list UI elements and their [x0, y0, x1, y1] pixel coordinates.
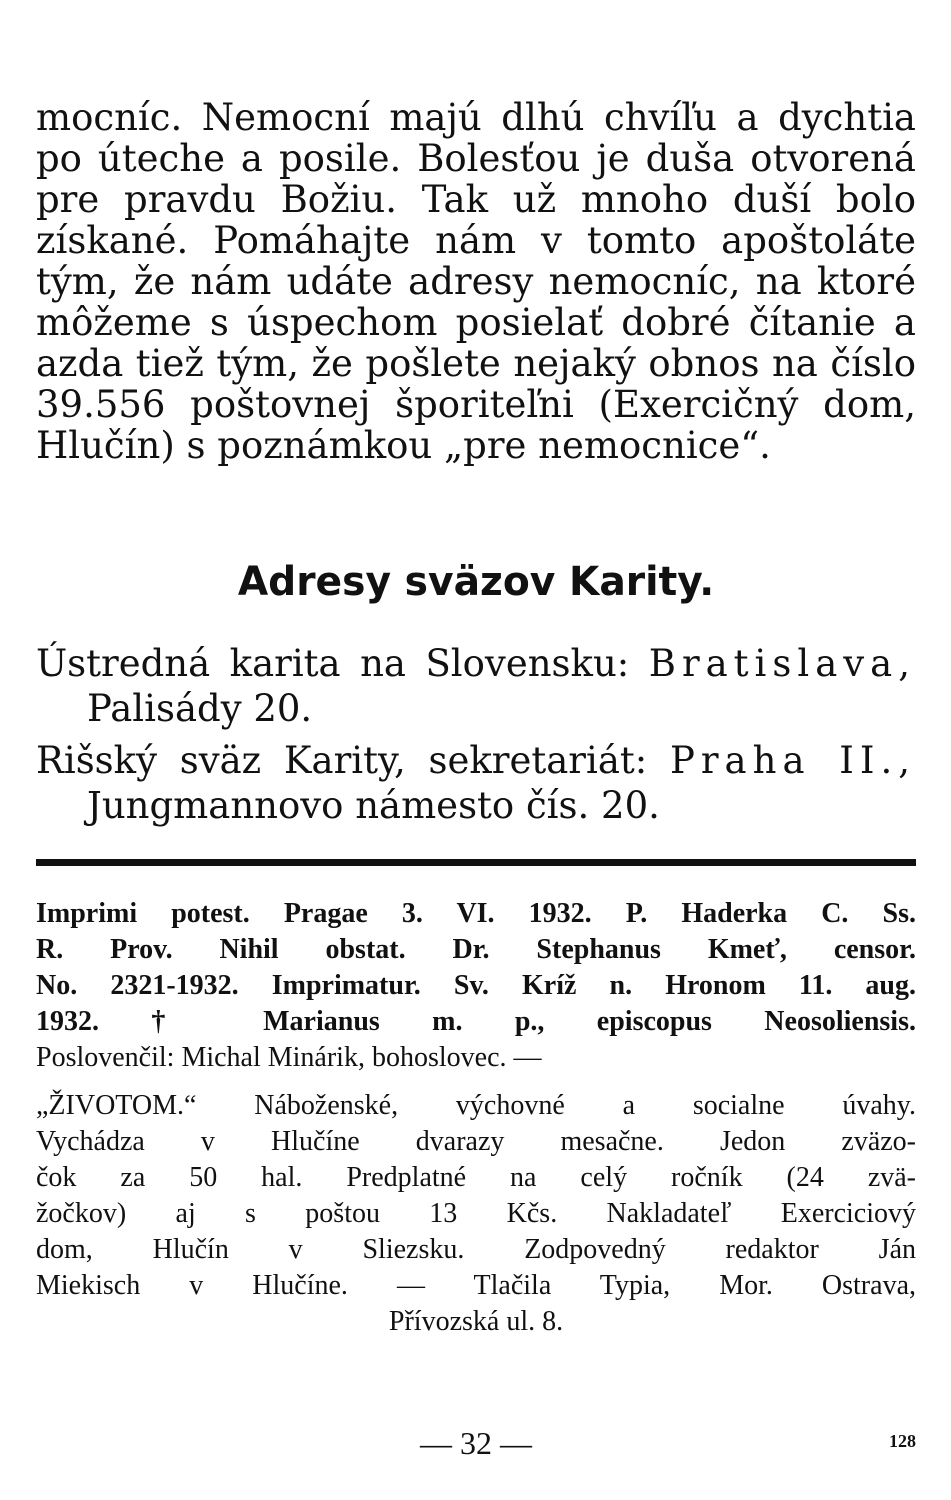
address-line — [36, 738, 916, 783]
publication-line: Vychádza v Hlučíne dvarazy mesačne. Jedon zväzo- — [36, 1126, 916, 1157]
sheet-number: 128 — [889, 1431, 916, 1451]
publication-line: žočkov) aj s poštou 13 Kčs. Nakladateľ Exerciciový — [36, 1198, 916, 1229]
intro-line: môžeme s úspechom posielať dobré čítanie a — [36, 301, 916, 344]
publication-line: čok za 50 hal. Predplatné na celý ročník (24 zvä- — [36, 1162, 916, 1193]
address-list — [36, 641, 916, 828]
intro-line: mocníc. Nemocní majú dlhú chvíľu a dychtia — [36, 96, 916, 139]
publication-line: „ŽIVOTOM.“ Náboženské, výchovné a socialne úvahy. — [36, 1090, 916, 1121]
imprint-line: No. 2321-1932. Imprimatur. Sv. Kríž n. Hronom 11. aug. — [36, 970, 916, 1001]
address-entry — [36, 641, 916, 731]
address-entry — [36, 738, 916, 828]
imprint-block — [36, 896, 916, 1340]
section-heading: Adresy sväzov Karity. — [237, 559, 715, 605]
address-street: Jungmannovo námesto čís. 20. — [87, 784, 660, 827]
publication-line: Miekisch v Hlučíne. — Tlačila Typia, Mor. Ostrava, — [36, 1270, 916, 1301]
address-city: Praha II., — [669, 739, 916, 782]
address-city: Bratislava, — [648, 642, 916, 685]
intro-line: po úteche a posile. Bolesťou je duša otvorená — [36, 137, 916, 180]
address-organization: Ústredná karita na Slovensku: — [36, 642, 649, 685]
imprint-line: Imprimi potest. Pragae 3. VI. 1932. P. Haderka C. Ss. — [36, 898, 916, 929]
intro-line: Hlučín) s poznámkou „pre nemocnice“. — [36, 424, 771, 467]
intro-line: azda tiež tým, že pošlete nejaký obnos na číslo — [36, 342, 916, 385]
intro-line: 39.556 poštovnej šporiteľni (Exercičný dom, — [36, 383, 916, 426]
translator-line: Poslovenčil: Michal Minárik, bohoslovec. — — [36, 1042, 542, 1073]
horizontal-rule — [36, 859, 916, 866]
address-organization: Rišský sväz Karity, sekretariát: — [36, 739, 670, 782]
document-page — [36, 0, 916, 1500]
imprint-line: 1932. † Marianus m. p., episcopus Neosoliensis. — [36, 1006, 916, 1037]
address-street: Palisády 20. — [87, 687, 313, 730]
address-line — [36, 641, 916, 686]
paragraph-gap — [36, 1076, 916, 1088]
publication-line: dom, Hlučín v Sliezsku. Zodpovedný redaktor Ján — [36, 1234, 916, 1265]
intro-line: získané. Pomáhajte nám v tomto apoštoláte — [36, 219, 916, 262]
intro-line: pre pravdu Božiu. Tak už mnoho duší bolo — [36, 178, 916, 221]
imprint-line: R. Prov. Nihil obstat. Dr. Stephanus Kmeť, censor. — [36, 934, 916, 965]
publication-last-line: Přívozská ul. 8. — [388, 1306, 564, 1337]
intro-line: tým, že nám udáte adresy nemocníc, na ktoré — [36, 260, 916, 303]
intro-paragraph — [36, 97, 916, 466]
page-number: — 32 — — [420, 1425, 532, 1461]
